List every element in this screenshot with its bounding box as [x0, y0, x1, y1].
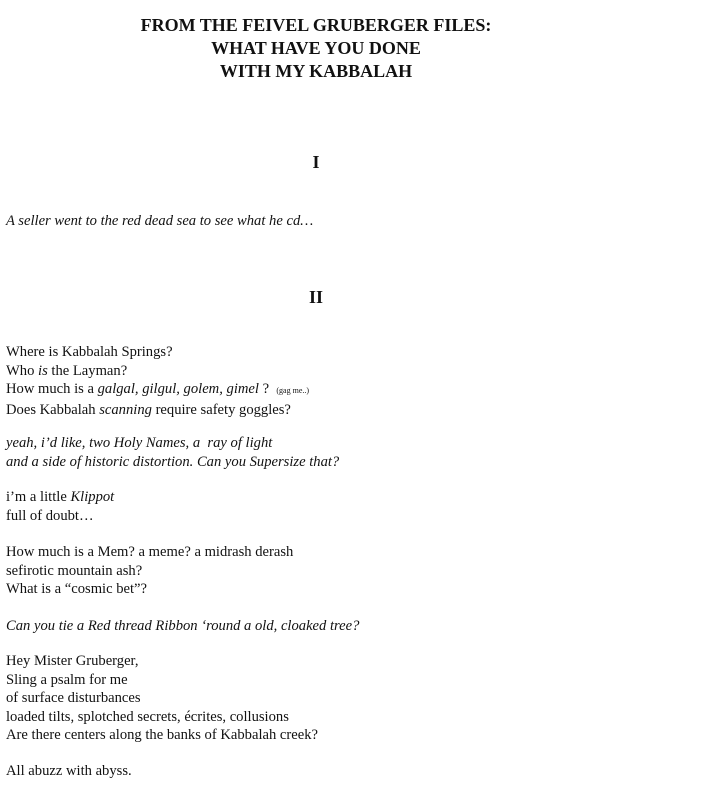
text-segment: Who: [6, 362, 39, 379]
text-segment: Hey Mister Gruberger,: [6, 653, 139, 669]
poem-line: [6, 434, 339, 453]
title-line: WITH MY KABBALAH: [219, 61, 413, 81]
text-segment: How much is a Mem? a meme? a midrash derash: [6, 544, 294, 560]
poem-line: [6, 488, 114, 507]
text-segment: loaded tilts, splotched secrets, écrites, collusions: [6, 708, 289, 725]
text-segment: of surface disturbances: [6, 690, 141, 706]
text-segment: Where is Kabbalah Springs?: [6, 344, 173, 360]
text-segment: scanning: [99, 401, 152, 418]
text-segment: Sling a psalm for me: [6, 671, 128, 688]
title-line: WHAT HAVE YOU DONE: [211, 38, 421, 58]
text-segment: ?: [258, 381, 277, 397]
title-line: FROM THE FEIVEL GRUBERGER FILES:: [140, 15, 492, 35]
stanza: [6, 652, 318, 745]
stanza: [6, 762, 132, 781]
stanza: [6, 488, 114, 525]
poem-line: [6, 726, 318, 745]
poem-line: [6, 708, 318, 727]
poem-line: [6, 562, 293, 581]
poem-line: [6, 453, 339, 472]
text-segment: How much is a: [6, 381, 98, 397]
text-segment: What is a “cosmic bet”?: [6, 581, 148, 597]
text-segment: galgal, gilgul, golem, gimel: [97, 381, 259, 397]
text-segment: sefirotic mountain ash?: [6, 562, 143, 579]
text-segment: and a side of historic distortion. Can you Supersize that?: [6, 453, 340, 470]
poem-line: [6, 689, 318, 708]
stanza: [6, 543, 293, 599]
stanza: [6, 434, 339, 471]
text-segment: full of doubt…: [6, 507, 94, 524]
text-segment: All abuzz with abyss.: [6, 763, 132, 779]
text-segment: Klippot: [70, 489, 115, 505]
section-heading-1: I: [312, 152, 320, 172]
text-segment: Are there centers along the banks of Kabbalah creek?: [6, 727, 318, 743]
poem-line: [6, 671, 318, 690]
poem-line: [6, 652, 318, 671]
text-segment: Does Kabbalah: [6, 401, 100, 418]
poem-line: [6, 380, 309, 401]
poem-line: [6, 580, 293, 599]
text-segment: Can you tie a Red thread Ribbon ‘round a old, cloaked tree?: [6, 618, 360, 634]
poem-line: [6, 362, 309, 381]
text-segment: require safety goggles?: [151, 401, 291, 418]
section-one-line: A seller went to the red dead sea to see what he cd…: [6, 213, 314, 229]
poem-line: [6, 343, 309, 362]
stanza: [6, 617, 359, 636]
text-segment: is: [38, 362, 48, 379]
poem-line: [6, 617, 359, 636]
section-heading-2: II: [308, 287, 323, 307]
text-segment: i’m a little: [6, 489, 71, 505]
poem-line: [6, 762, 132, 781]
text-segment: yeah, i’d like, two Holy Names, a ray of light: [6, 435, 273, 451]
stanza: [6, 343, 309, 419]
text-segment: (gag me..): [276, 386, 310, 395]
poem-line: [6, 507, 114, 526]
poem-line: [6, 543, 293, 562]
poem-title: [0, 14, 632, 83]
poem-line: [6, 401, 309, 420]
text-segment: the Layman?: [47, 362, 128, 379]
